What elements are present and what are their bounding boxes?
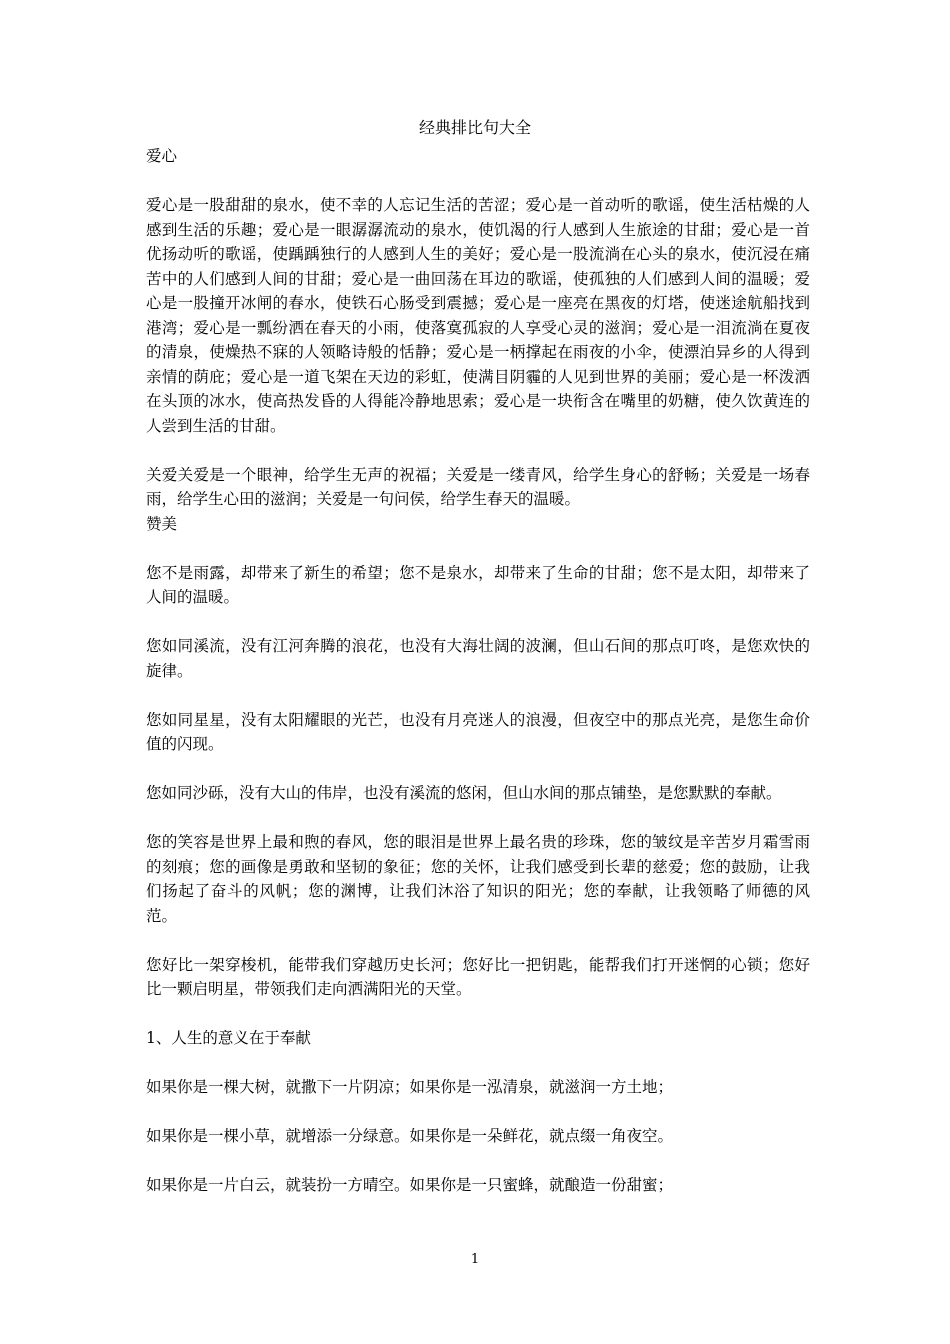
paragraph-praise-1: 您不是雨露，却带来了新生的希望；您不是泉水，却带来了生命的甘甜；您不是太阳，却带来了人间的温暖。 [146, 563, 810, 606]
paragraph-praise-3: 您如同星星，没有太阳耀眼的光芒，也没有月亮迷人的浪漫，但夜空中的那点光亮，是您生命价值的闪现。 [146, 710, 810, 753]
paragraph-dedication-2: 如果你是一棵小草，就增添一分绿意。如果你是一朵鲜花，就点缀一角夜空。 [146, 1127, 674, 1145]
paragraph-praise-6: 您好比一架穿梭机，能带我们穿越历史长河；您好比一把钥匙，能帮我们打开迷惘的心锁；您好比一颗启明星，带领我们走向洒满阳光的天堂。 [146, 955, 810, 998]
section-heading-love: 爱心 [146, 147, 178, 165]
paragraph-praise-4: 您如同沙砾，没有大山的伟岸，也没有溪流的悠闲，但山水间的那点铺垫，是您默默的奉献。 [146, 784, 782, 802]
section-heading-dedication: 1、人生的意义在于奉献 [146, 1029, 311, 1047]
paragraph-love: 爱心是一股甜甜的泉水，使不幸的人忘记生活的苦涩；爱心是一首动听的歌谣，使生活枯燥的人感到生活的乐趣；爱心是一眼潺潺流动的泉水，使饥渴的行人感到人生旅途的甘甜；爱心是一首优扬动听的歌谣，使踽踽独行的人感到人生的美好；爱心是一股流淌在心头的泉水，使沉浸在痛苦中的人们感到人间的甘甜；爱心是一曲回荡在耳边的歌谣，使孤独的人们感到人间的温暖；爱心是一股撞开冰闸的春水，使铁石心肠受到震撼；爱心是一座亮在黑夜的灯塔，使迷途航船找到港湾；爱心是一瓢纷洒在春天的小雨，使落寞孤寂的人享受心灵的滋润；爱心是一泪流淌在夏夜的清泉，使燥热不寐的人领略诗般的恬静；爱心是一柄撑起在雨夜的小伞，使漂泊异乡的人得到亲情的荫庇；爱心是一道飞架在天边的彩虹，使满目阴霾的人见到世界的美丽；爱心是一杯泼洒在头顶的冰水，使高热发昏的人得能冷静地思索；爱心是一块衔含在嘴里的奶糖，使久饮黄连的人尝到生活的甘甜。 [146, 196, 810, 435]
paragraph-care: 关爱关爱是一个眼神，给学生无声的祝福；关爱是一缕青风，给学生身心的舒畅；关爱是一场春雨，给学生心田的滋润；关爱是一句问侯，给学生春天的温暖。 [146, 465, 810, 508]
section-heading-praise: 赞美 [146, 514, 178, 533]
document-body [146, 144, 810, 1198]
page-number: 1 [470, 1252, 480, 1267]
document-title: 经典排比句大全 [418, 118, 531, 137]
paragraph-dedication-3: 如果你是一片白云，就装扮一方晴空。如果你是一只蜜蜂，就酿造一份甜蜜； [146, 1176, 674, 1194]
paragraph-praise-2: 您如同溪流，没有江河奔腾的浪花，也没有大海壮阔的波澜，但山石间的那点叮咚，是您欢快的旋律。 [146, 637, 810, 680]
paragraph-praise-5: 您的笑容是世界上最和煦的春风，您的眼泪是世界上最名贵的珍珠，您的皱纹是辛苦岁月霜雪雨的刻痕；您的画像是勇敢和坚韧的象征；您的关怀，让我们感受到长辈的慈爱；您的鼓励，让我们扬起了奋斗的风帆；您的渊博，让我们沐浴了知识的阳光；您的奉献，让我领略了师德的风范。 [146, 833, 810, 925]
paragraph-dedication-1: 如果你是一棵大树，就撒下一片阴凉；如果你是一泓清泉，就滋润一方土地； [146, 1078, 674, 1096]
